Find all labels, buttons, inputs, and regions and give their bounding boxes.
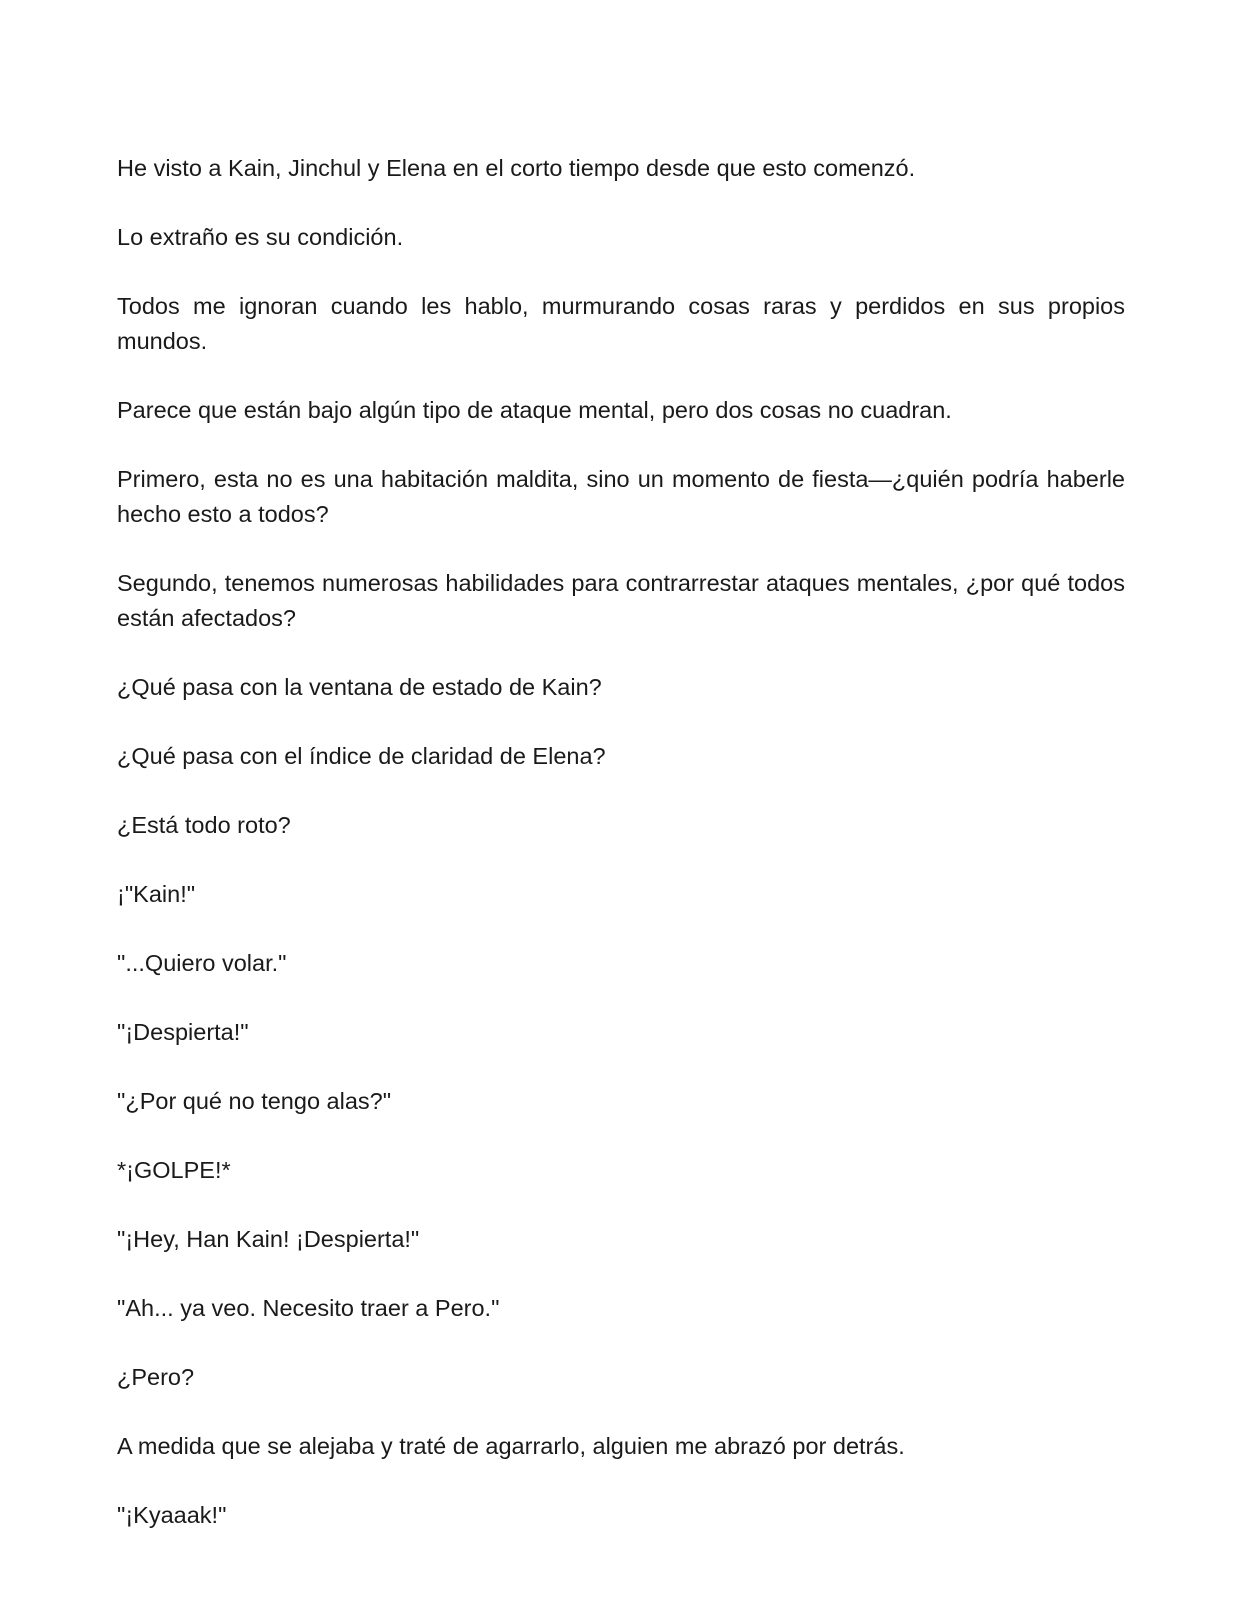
- paragraph: ¿Qué pasa con el índice de claridad de Elena?: [117, 743, 606, 769]
- paragraph: "¡Kyaaak!": [117, 1502, 227, 1528]
- paragraph: ¡"Kain!": [117, 881, 196, 907]
- paragraph: He visto a Kain, Jinchul y Elena en el corto tiempo desde que esto comenzó.: [117, 155, 916, 181]
- document-body: [117, 151, 1125, 1567]
- paragraph: "¡Hey, Han Kain! ¡Despierta!": [117, 1226, 420, 1252]
- paragraph: A medida que se alejaba y traté de agarrarlo, alguien me abrazó por detrás.: [117, 1433, 905, 1459]
- paragraph: "¡Despierta!": [117, 1019, 249, 1045]
- paragraph: *¡GOLPE!*: [117, 1157, 231, 1183]
- paragraph: ¿Está todo roto?: [117, 812, 291, 838]
- paragraph: Todos me ignoran cuando les hablo, murmurando cosas raras y perdidos en sus propios mundos.: [117, 293, 1125, 354]
- paragraph: "¿Por qué no tengo alas?": [117, 1088, 392, 1114]
- paragraph: ¿Qué pasa con la ventana de estado de Kain?: [117, 674, 602, 700]
- paragraph: Primero, esta no es una habitación maldita, sino un momento de fiesta—¿quién podría haberle hecho esto a todos?: [117, 466, 1125, 527]
- paragraph: "...Quiero volar.": [117, 950, 287, 976]
- paragraph: Segundo, tenemos numerosas habilidades para contrarrestar ataques mentales, ¿por qué todos están afectados?: [117, 570, 1125, 631]
- paragraph: Lo extraño es su condición.: [117, 224, 404, 250]
- paragraph: Parece que están bajo algún tipo de ataque mental, pero dos cosas no cuadran.: [117, 397, 952, 423]
- paragraph: ¿Pero?: [117, 1364, 195, 1390]
- paragraph: "Ah... ya veo. Necesito traer a Pero.": [117, 1295, 500, 1321]
